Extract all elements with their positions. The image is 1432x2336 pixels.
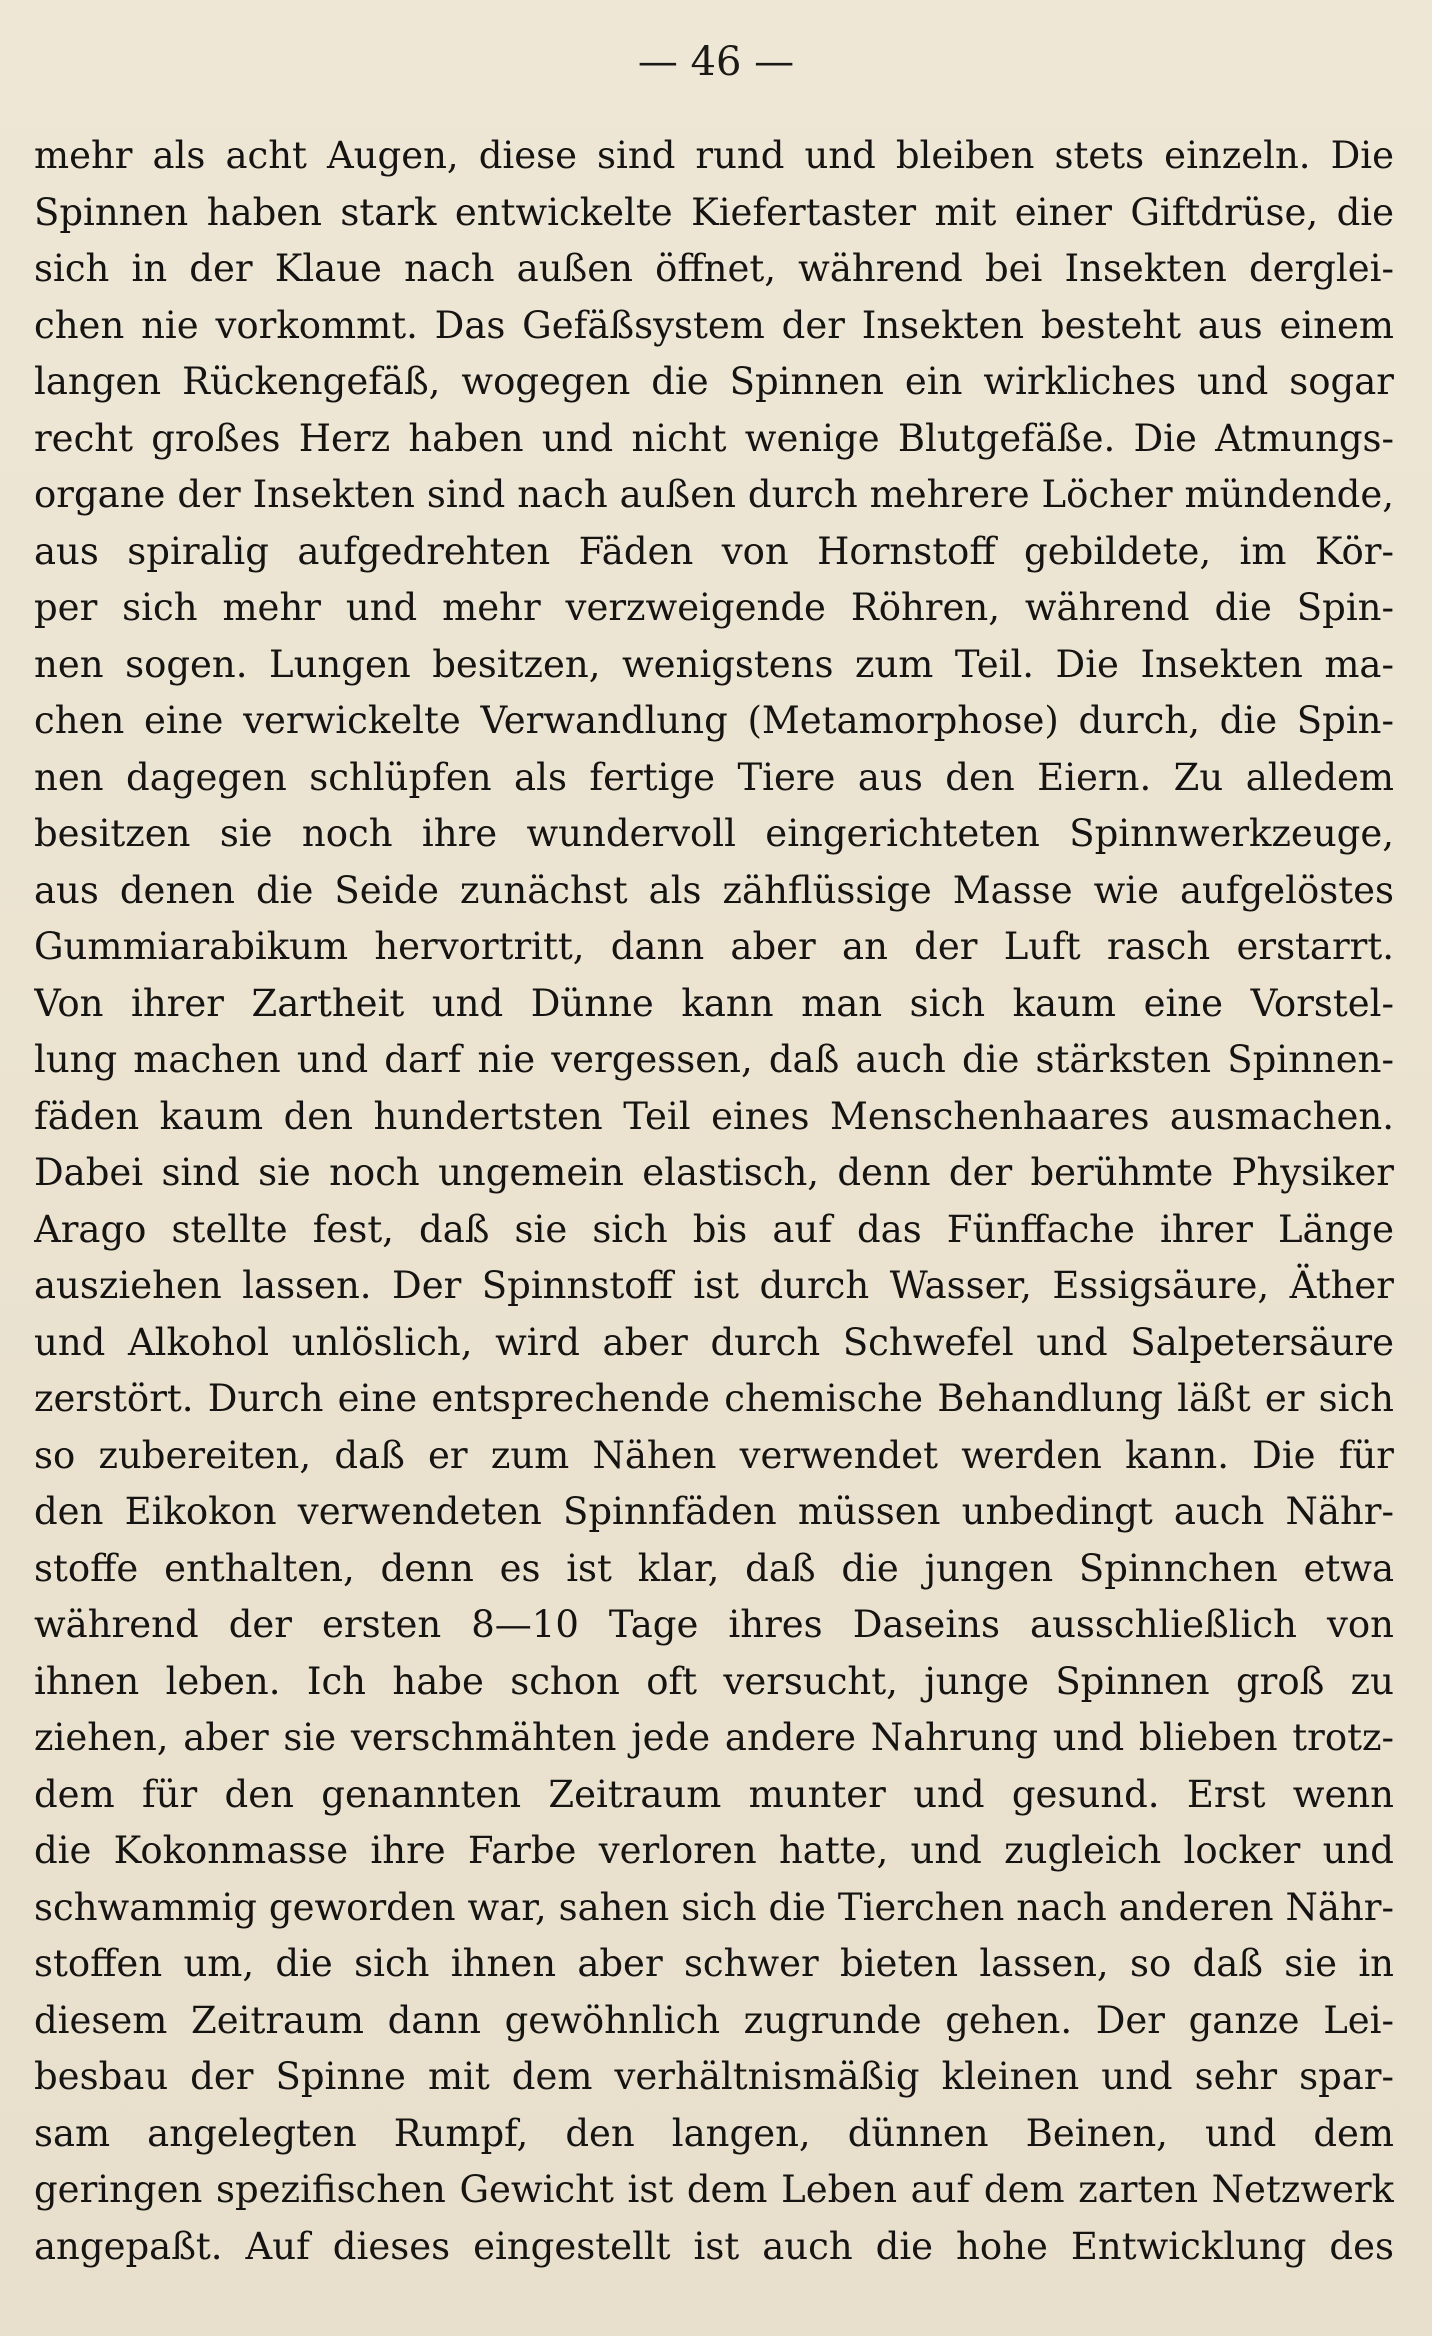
text-line: angepaßt. Auf dieses eingestellt ist auch die hohe Entwicklung des: [34, 2224, 1394, 2268]
page-number: — 46 —: [637, 39, 795, 85]
text-line: lung machen und darf nie vergessen, daß auch die stärksten Spinnen-: [34, 1038, 1394, 1081]
text-line: die Kokonmasse ihre Farbe verloren hatte, und zugleich locker und: [34, 1829, 1394, 1872]
text-line: Von ihrer Zartheit und Dünne kann man sich kaum eine Vorstel-: [34, 981, 1394, 1025]
text-line: sich in der Klaue nach außen öffnet, während bei Insekten derglei-: [34, 247, 1394, 290]
text-line: per sich mehr und mehr verzweigende Röhren, während die Spin-: [34, 586, 1394, 629]
text-line: ihnen leben. Ich habe schon oft versucht, junge Spinnen groß zu: [34, 1659, 1394, 1703]
text-line: recht großes Herz haben und nicht wenige Blutgefäße. Die Atmungs-: [34, 416, 1394, 460]
text-line: langen Rückengefäß, wogegen die Spinnen ein wirkliches und sogar: [34, 360, 1394, 403]
text-line: nen dagegen schlüpfen als fertige Tiere aus den Eiern. Zu alledem: [34, 755, 1394, 799]
text-line: schwammig geworden war, sahen sich die Tierchen nach anderen Nähr-: [34, 1885, 1394, 1929]
text-line: zerstört. Durch eine entsprechende chemische Behandlung läßt er sich: [34, 1377, 1394, 1420]
text-line: sam angelegten Rumpf, den langen, dünnen Beinen, und dem: [34, 2111, 1394, 2155]
text-line: aus spiralig aufgedrehten Fäden von Hornstoff gebildete, im Kör-: [34, 529, 1394, 573]
text-line: und Alkohol unlöslich, wird aber durch Schwefel und Salpetersäure: [34, 1320, 1394, 1364]
text-line: mehr als acht Augen, diese sind rund und bleiben stets einzeln. Die: [34, 134, 1394, 177]
text-line: stoffe enthalten, denn es ist klar, daß die jungen Spinnchen etwa: [34, 1546, 1394, 1590]
text-line: fäden kaum den hundertsten Teil eines Menschenhaares ausmachen.: [34, 1094, 1394, 1138]
text-line: Gummiarabikum hervortritt, dann aber an der Luft rasch erstarrt.: [34, 925, 1394, 968]
text-line: stoffen um, die sich ihnen aber schwer bieten lassen, so daß sie in: [34, 1942, 1394, 1985]
text-line: den Eikokon verwendeten Spinnfäden müssen unbedingt auch Nähr-: [34, 1490, 1394, 1533]
text-line: chen eine verwickelte Verwandlung (Metamorphose) durch, die Spin-: [34, 699, 1394, 742]
text-line: dem für den genannten Zeitraum munter und gesund. Erst wenn: [34, 1772, 1394, 1816]
text-line: während der ersten 8—10 Tage ihres Daseins ausschließlich von: [34, 1603, 1394, 1646]
text-line: besitzen sie noch ihre wundervoll eingerichteten Spinnwerkzeuge,: [34, 812, 1394, 855]
text-line: geringen spezifischen Gewicht ist dem Leben auf dem zarten Netzwerk: [34, 2168, 1394, 2211]
text-line: nen sogen. Lungen besitzen, wenigstens zum Teil. Die Insekten ma-: [34, 642, 1394, 686]
text-line: Arago stellte fest, daß sie sich bis auf das Fünffache ihrer Länge: [34, 1207, 1394, 1251]
text-line: diesem Zeitraum dann gewöhnlich zugrunde gehen. Der ganze Lei-: [34, 1998, 1394, 2042]
text-line: ausziehen lassen. Der Spinnstoff ist durch Wasser, Essigsäure, Äther: [34, 1264, 1394, 1307]
text-line: besbau der Spinne mit dem verhältnismäßig kleinen und sehr spar-: [34, 2055, 1394, 2098]
text-line: ziehen, aber sie verschmähten jede andere Nahrung und blieben trotz-: [34, 1716, 1394, 1759]
body-text: [34, 128, 1394, 2275]
text-line: so zubereiten, daß er zum Nähen verwendet werden kann. Die für: [34, 1433, 1394, 1477]
text-line: Dabei sind sie noch ungemein elastisch, denn der berühmte Physiker: [34, 1151, 1394, 1194]
text-line: organe der Insekten sind nach außen durch mehrere Löcher mündende,: [34, 473, 1394, 516]
text-line: chen nie vorkommt. Das Gefäßsystem der Insekten besteht aus einem: [34, 303, 1394, 347]
text-line: aus denen die Seide zunächst als zähflüssige Masse wie aufgelöstes: [34, 868, 1394, 912]
text-line: Spinnen haben stark entwickelte Kiefertaster mit einer Giftdrüse, die: [34, 190, 1394, 234]
